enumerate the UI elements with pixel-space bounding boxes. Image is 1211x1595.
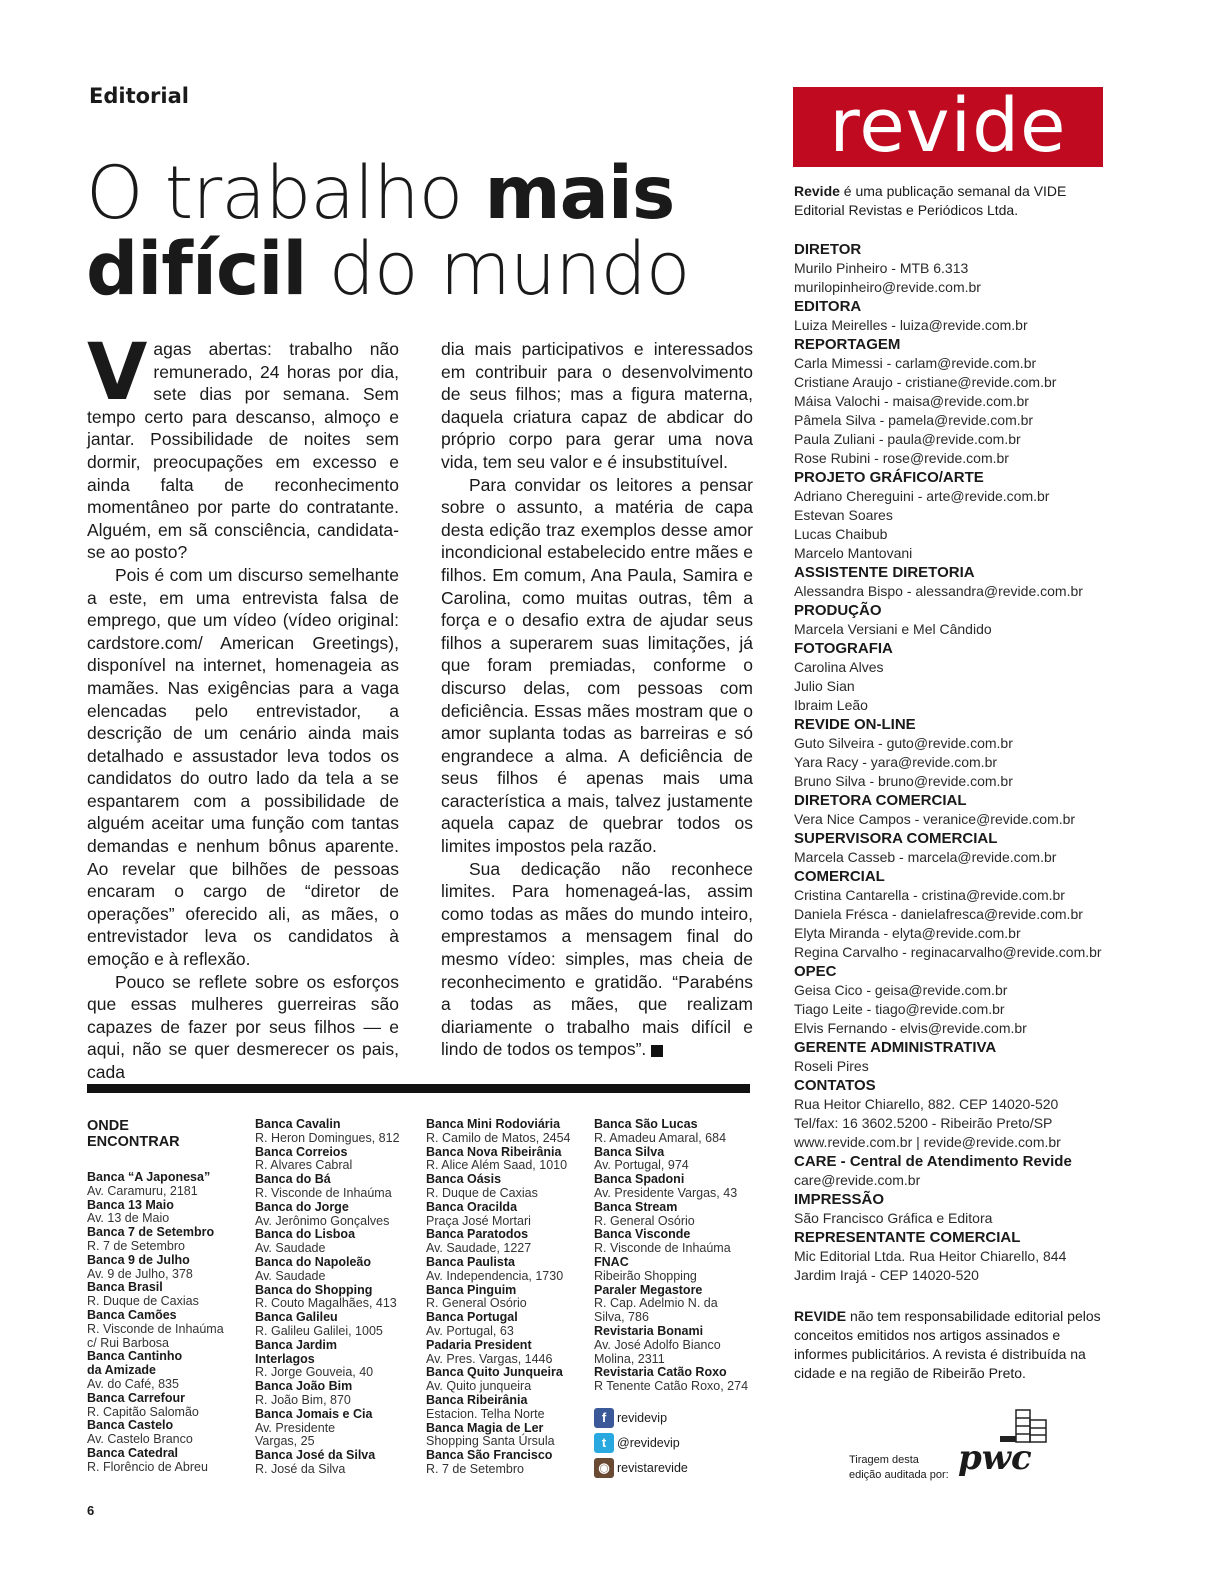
staff-entry: Rua Heitor Chiarello, 882. CEP 14020-520 <box>794 1096 1059 1112</box>
staff-entry: Cristina Cantarella - cristina@revide.com.br <box>794 887 1065 903</box>
newsstand-address: Av. Saudade, 1227 <box>426 1241 532 1256</box>
staff-entry: Marcela Casseb - marcela@revide.com.br <box>794 849 1057 865</box>
facebook-icon: f <box>594 1408 614 1428</box>
staff-role: IMPRESSÃO <box>794 1191 885 1208</box>
newsstand-address: Av. Independencia, 1730 <box>426 1268 564 1283</box>
newsstand-address: R. Alvares Cabral <box>255 1158 353 1173</box>
newsstand-name: Banca Paratodos <box>426 1227 529 1242</box>
newsstand-name: Padaria President <box>426 1337 532 1352</box>
headline-part: O trabalho <box>86 151 485 236</box>
newsstand-address: R. José da Silva <box>255 1461 346 1476</box>
article-column-2 <box>441 338 753 1061</box>
newsstand-address: Ribeirão Shopping <box>594 1268 697 1283</box>
staff-role: SUPERVISORA COMERCIAL <box>794 830 998 847</box>
newsstand-name: Banca 13 Maio <box>87 1197 174 1212</box>
newsstand-name: Banca Silva <box>594 1144 665 1159</box>
newsstand-name: Interlagos <box>255 1351 315 1366</box>
newsstand-name: Banca Jardim <box>255 1337 337 1352</box>
newsstand-name: Banca Spadoni <box>594 1172 685 1187</box>
newsstand-name: Banca Quito Junqueira <box>426 1365 563 1380</box>
newsstand-address: R. Visconde de Inhaúma <box>87 1321 224 1336</box>
newsstand-name: Banca Galileu <box>255 1310 338 1325</box>
staff-entry: Carolina Alves <box>794 659 884 675</box>
newsstand-name: da Amizade <box>87 1363 157 1378</box>
newsstand-address: R. Visconde de Inhaúma <box>255 1185 392 1200</box>
newsstand-name: Banca do Lisboa <box>255 1227 356 1242</box>
instagram-icon: ◉ <box>594 1458 614 1478</box>
staff-role: FOTOGRAFIA <box>794 640 893 657</box>
social-link <box>594 1406 754 1431</box>
staff-entry: Bruno Silva - bruno@revide.com.br <box>794 773 1013 789</box>
tiragem-line: edição auditada por: <box>849 1469 949 1481</box>
newsstand-address: R. Couto Magalhães, 413 <box>255 1296 397 1311</box>
newsstand-address: R. João Bim, 870 <box>255 1392 351 1407</box>
newsstand-address: Estacion. Telha Norte <box>426 1406 545 1421</box>
newsstand-name: Banca São Lucas <box>594 1117 698 1131</box>
newsstand-address: R. Amadeu Amaral, 684 <box>594 1130 727 1145</box>
newsstand-address: Av. Saudade <box>255 1268 326 1283</box>
newsstand-address: Av. Jerônimo Gonçalves <box>255 1213 390 1228</box>
staff-entry: Geisa Cico - geisa@revide.com.br <box>794 982 1008 998</box>
newsstand-name: Banca José da Silva <box>255 1448 376 1463</box>
newsstand-name: Banca Pinguim <box>426 1282 517 1297</box>
newsstand-name: Paraler Megastore <box>594 1282 703 1297</box>
staff-entry: Yara Racy - yara@revide.com.br <box>794 754 998 770</box>
newsstand-name: Banca Nova Ribeirânia <box>426 1144 562 1159</box>
newsstand-name: Revistaria Catão Roxo <box>594 1365 727 1380</box>
onde-column-4 <box>594 1118 754 1481</box>
newsstand-address: R. Camilo de Matos, 2454 <box>426 1130 571 1145</box>
newsstand-name: Banca Camões <box>87 1307 177 1322</box>
staff-list <box>794 240 1109 1285</box>
article-paragraph: Pouco se reflete sobre os esforços que essas mulheres guerreiras são capazes de fazer por seus filhos — e aqui, não se quer desmerecer os pais, cada <box>87 971 399 1082</box>
staff-role: COMERCIAL <box>794 868 885 885</box>
newsstand-address: Av. Presidente <box>255 1420 336 1435</box>
staff-entry: Vera Nice Campos - veranice@revide.com.br <box>794 811 1076 827</box>
social-links <box>594 1406 754 1481</box>
staff-entry: Ibraim Leão <box>794 697 868 713</box>
newsstand-address: R. Heron Domingues, 812 <box>255 1130 400 1145</box>
newsstand-name: Banca do Bá <box>255 1172 331 1187</box>
staff-role: CARE - Central de Atendimento Revide <box>794 1153 1072 1170</box>
newsstand-address: R. Alice Além Saad, 1010 <box>426 1158 568 1173</box>
disclaimer <box>794 1307 1109 1383</box>
newsstand-address: R. Capitão Salomão <box>87 1404 199 1419</box>
staff-entry: Marcela Versiani e Mel Cândido <box>794 621 992 637</box>
intro-text: é uma publicação semanal da VIDE Editorial Revistas e Periódicos Ltda. <box>794 183 1067 218</box>
staff-entry: Adriano Chereguini - arte@revide.com.br <box>794 488 1050 504</box>
onde-title-line: ONDE <box>87 1118 129 1134</box>
newsstand-name: Banca do Jorge <box>255 1199 349 1214</box>
newsstand-name: Banca Cantinho <box>87 1349 183 1364</box>
staff-entry: Alessandra Bispo - alessandra@revide.com.br <box>794 583 1083 599</box>
newsstand-address: Silva, 786 <box>594 1310 649 1325</box>
staff-entry: Rose Rubini - rose@revide.com.br <box>794 450 1009 466</box>
section-label: Editorial <box>89 84 189 108</box>
staff-role: DIRETORA COMERCIAL <box>794 792 967 809</box>
social-handle: revidevip <box>617 1410 668 1425</box>
twitter-icon: t <box>594 1433 614 1453</box>
staff-role: ASSISTENTE DIRETORIA <box>794 564 975 581</box>
newsstand-address: Av. do Café, 835 <box>87 1376 179 1391</box>
publication-intro <box>794 182 1109 220</box>
staff-entry: Máisa Valochi - maisa@revide.com.br <box>794 393 1029 409</box>
newsstand-name: FNAC <box>594 1254 629 1269</box>
tiragem-line: Tiragem desta <box>849 1454 919 1466</box>
divider-rule <box>87 1084 750 1093</box>
staff-entry: www.revide.com.br | revide@revide.com.br <box>794 1134 1061 1150</box>
newsstand-address: Av. Castelo Branco <box>87 1432 193 1447</box>
newsstand-address: Vargas, 25 <box>255 1434 315 1449</box>
article-paragraph: Para convidar os leitores a pensar sobre o assunto, a matéria de capa desta edição traz exemplos desse amor incondicional estabelecido entre mães e filhos. Em comum, Ana Paula, Samira e Carolina, como muitas outras, têm a força e o desafio extra de ajudar seus filhos a superarem suas limitações, já que foram premiadas, conforme o discurso delas, com pessoas com deficiência. Essas mães mostram que o amor suplanta todas as barreiras e só engrandece a alma. A deficiência de seus filhos é apenas mais uma característica a mais, talvez justamente aquela capaz de quebrar todos os limites impostos pela razão. <box>441 474 753 857</box>
newsstand-address: R. Visconde de Inhaúma <box>594 1241 731 1256</box>
newsstand-address: Av. 13 de Maio <box>87 1211 170 1226</box>
staff-entry: Lucas Chaibub <box>794 526 888 542</box>
newsstand-name: Revistaria Bonami <box>594 1323 704 1338</box>
newsstand-name: Banca Jomais e Cia <box>255 1406 373 1421</box>
staff-role: PROJETO GRÁFICO/ARTE <box>794 469 984 486</box>
staff-role: REVIDE ON-LINE <box>794 716 916 733</box>
newsstand-name: Banca São Francisco <box>426 1448 553 1463</box>
staff-entry: Paula Zuliani - paula@revide.com.br <box>794 431 1021 447</box>
social-handle: revistarevide <box>617 1460 688 1475</box>
newsstand-name: Banca Visconde <box>594 1227 691 1242</box>
newsstand-name: Banca Oásis <box>426 1172 502 1187</box>
newsstand-name: Banca Cavalin <box>255 1117 341 1131</box>
staff-entry: Pâmela Silva - pamela@revide.com.br <box>794 412 1034 428</box>
headline-bold: mais <box>484 151 675 236</box>
newsstand-address: Av. Pres. Vargas, 1446 <box>426 1351 553 1366</box>
end-mark-icon: r <box>651 1045 663 1057</box>
staff-entry: Estevan Soares <box>794 507 893 523</box>
newsstand-address: Shopping Santa Úrsula <box>426 1434 555 1449</box>
newsstand-name: Banca João Bim <box>255 1379 353 1394</box>
newsstand-address: Av. Portugal, 63 <box>426 1323 514 1338</box>
staff-entry: Cristiane Araujo - cristiane@revide.com.br <box>794 374 1057 390</box>
staff-entry: Murilo Pinheiro - MTB 6.313 <box>794 260 969 276</box>
newsstand-address: Praça José Mortari <box>426 1213 531 1228</box>
newsstand-address: Molina, 2311 <box>594 1351 665 1366</box>
staff-entry: Mic Editorial Ltda. Rua Heitor Chiarello, 844 <box>794 1248 1067 1264</box>
staff-role: PRODUÇÃO <box>794 602 882 619</box>
article-paragraph: agas abertas: trabalho não remunerado, 24 horas por dia, sete dias por semana. Sem tempo certo para descanso, almoço e jantar. Possibilidade de noites sem dormir, preocupações em excesso e ainda falta de reconhecimento momentâneo por parte do contratante. Alguém, em sã consciência, candidata-se ao posto? <box>87 339 399 563</box>
newsstand-address: Av. Saudade <box>255 1241 326 1256</box>
newsstand-name: Banca Carrefour <box>87 1390 185 1405</box>
staff-role: DIRETOR <box>794 241 862 258</box>
staff-entry: Elvis Fernando - elvis@revide.com.br <box>794 1020 1027 1036</box>
staff-entry: Guto Silveira - guto@revide.com.br <box>794 735 1013 751</box>
newsstand-address: Av. Portugal, 974 <box>594 1158 689 1173</box>
newsstand-name: Banca do Napoleão <box>255 1254 371 1269</box>
newsstand-address: R. 7 de Setembro <box>426 1461 524 1476</box>
newsstand-name: Banca 7 de Setembro <box>87 1225 215 1240</box>
staff-role: REPRESENTANTE COMERCIAL <box>794 1229 1021 1246</box>
newsstand-name: Banca Brasil <box>87 1280 163 1295</box>
onde-column-3 <box>426 1118 591 1477</box>
staff-entry: Carla Mimessi - carlam@revide.com.br <box>794 355 1037 371</box>
newsstand-address: R. Jorge Gouveia, 40 <box>255 1365 374 1380</box>
newsstand-name: Banca Ribeirânia <box>426 1392 528 1407</box>
onde-column-1 <box>87 1118 247 1475</box>
staff-entry: Daniela Frésca - danielafresca@revide.com.br <box>794 906 1083 922</box>
staff-role: EDITORA <box>794 298 862 315</box>
article-paragraph: dia mais participativos e interessados em contribuir para o desenvolvimento de seus filhos; mas a figura materna, daquela criatura capaz de abdicar do próprio corpo para gerar uma nova vida, tem seu valor e é insubstituível. <box>441 339 753 472</box>
newsstand-address: R. General Osório <box>426 1296 527 1311</box>
staff-entry: Jardim Irajá - CEP 14020-520 <box>794 1267 979 1283</box>
newsstand-name: Banca Oracilda <box>426 1199 518 1214</box>
intro-bold: Revide <box>794 183 840 199</box>
staff-entry: Regina Carvalho - reginacarvalho@revide.com.br <box>794 944 1102 960</box>
newsstand-address: c/ Rui Barbosa <box>87 1335 169 1350</box>
staff-role: REPORTAGEM <box>794 336 901 353</box>
article-paragraph: Sua dedicação não reconhece limites. Para homenageá-las, assim como todas as mães do mundo inteiro, emprestamos a mensagem final do mesmo vídeo: simples, mas cheia de reconhecimento e gratidão. “Parabéns a todas as mães, que realizam diariamente o trabalho mais difícil e lindo de todos os tempos”. <box>441 858 753 1060</box>
newsstand-name: Banca Magia de Ler <box>426 1420 544 1435</box>
staff-entry: Marcelo Mantovani <box>794 545 913 561</box>
social-handle: @revidevip <box>617 1435 680 1450</box>
onde-column-2 <box>255 1118 423 1477</box>
newsstand-name: Banca 9 de Julho <box>87 1252 190 1267</box>
newsstand-name: Banca Castelo <box>87 1418 174 1433</box>
disclaimer-text: não tem responsabilidade editorial pelos conceitos emitidos nos artigos assinados e informes publicitários. A revista é distribuída na cidade e na região de Ribeirão Preto. <box>794 1308 1101 1381</box>
newsstand-name: Banca Correios <box>255 1144 348 1159</box>
newsstand-address: Av. Quito junqueira <box>426 1379 532 1394</box>
staff-entry: care@revide.com.br <box>794 1172 921 1188</box>
newsstand-address: R Tenente Catão Roxo, 274 <box>594 1379 749 1394</box>
staff-role: GERENTE ADMINISTRATIVA <box>794 1039 997 1056</box>
onde-encontrar-title <box>87 1118 247 1150</box>
pwc-logo: pwc <box>958 1438 1032 1478</box>
newsstand-address: R. Cap. Adelmio N. da <box>594 1296 718 1311</box>
newsstand-address: Av. José Adolfo Bianco <box>594 1337 721 1352</box>
staff-entry: Elyta Miranda - elyta@revide.com.br <box>794 925 1021 941</box>
newsstand-name: Banca do Shopping <box>255 1282 373 1297</box>
staff-entry: Luiza Meirelles - luiza@revide.com.br <box>794 317 1028 333</box>
newsstand-name: Banca Stream <box>594 1199 678 1214</box>
disclaimer-bold: REVIDE <box>794 1308 847 1324</box>
tiragem-note <box>849 1453 949 1483</box>
newsstand-address: R. General Osório <box>594 1213 695 1228</box>
newsstand-address: R. Duque de Caxias <box>426 1185 538 1200</box>
staff-entry: Julio Sian <box>794 678 855 694</box>
newsstand-name: Banca Portugal <box>426 1310 518 1325</box>
newsstand-name: Banca Paulista <box>426 1254 515 1269</box>
staff-entry: Tel/fax: 16 3602.5200 - Ribeirão Preto/SP <box>794 1115 1053 1131</box>
staff-role: OPEC <box>794 963 837 980</box>
social-link <box>594 1431 754 1456</box>
newsstand-address: R. Galileu Galilei, 1005 <box>255 1323 383 1338</box>
newsstand-address: R. Florêncio de Abreu <box>87 1459 208 1474</box>
headline-part: do mundo <box>306 227 690 312</box>
page-number: 6 <box>87 1503 95 1518</box>
article-column-1 <box>87 328 399 1084</box>
headline <box>86 151 766 312</box>
newsstand-address: Av. 9 de Julho, 378 <box>87 1266 193 1281</box>
newsstand-address: R. Duque de Caxias <box>87 1294 199 1309</box>
social-link <box>594 1456 754 1481</box>
newsstand-name: Banca “A Japonesa” <box>87 1170 211 1184</box>
newsstand-address: R. 7 de Setembro <box>87 1238 185 1253</box>
staff-role: CONTATOS <box>794 1077 876 1094</box>
staff-entry: São Francisco Gráfica e Editora <box>794 1210 993 1226</box>
newsstand-address: Av. Presidente Vargas, 43 <box>594 1185 738 1200</box>
staff-entry: Roseli Pires <box>794 1058 869 1074</box>
onde-title-line: ENCONTRAR <box>87 1134 180 1150</box>
staff-entry: murilopinheiro@revide.com.br <box>794 279 981 295</box>
staff-entry: Tiago Leite - tiago@revide.com.br <box>794 1001 1005 1017</box>
newsstand-name: Banca Catedral <box>87 1445 179 1460</box>
headline-bold: difícil <box>86 227 307 312</box>
article-paragraph: Pois é com um discurso semelhante a este, em uma entrevista falsa de emprego, que um vídeo (vídeo original: cardstore.com/ American Greetings), disponível na internet, homenageia as mamães. Nas exigências para a vaga elencadas pelo entrevistador, a descrição de um cenário ainda mais detalhado e assustador leva todos os candidatos do outro lado da tela a se espantarem com a possibilidade de alguém aceitar uma função com tantas demandas e nenhum bônus aparente. Ao revelar que bilhões de pessoas encaram o cargo de “diretor de operações” oferecido ali, as mães, o entrevistador leva os candidatos à emoção e à reflexão. <box>87 564 399 970</box>
newsstand-address: Av. Caramuru, 2181 <box>87 1183 198 1198</box>
newsstand-name: Banca Mini Rodoviária <box>426 1117 561 1131</box>
drop-cap: V <box>87 328 148 418</box>
revide-logo: revide <box>793 87 1103 167</box>
